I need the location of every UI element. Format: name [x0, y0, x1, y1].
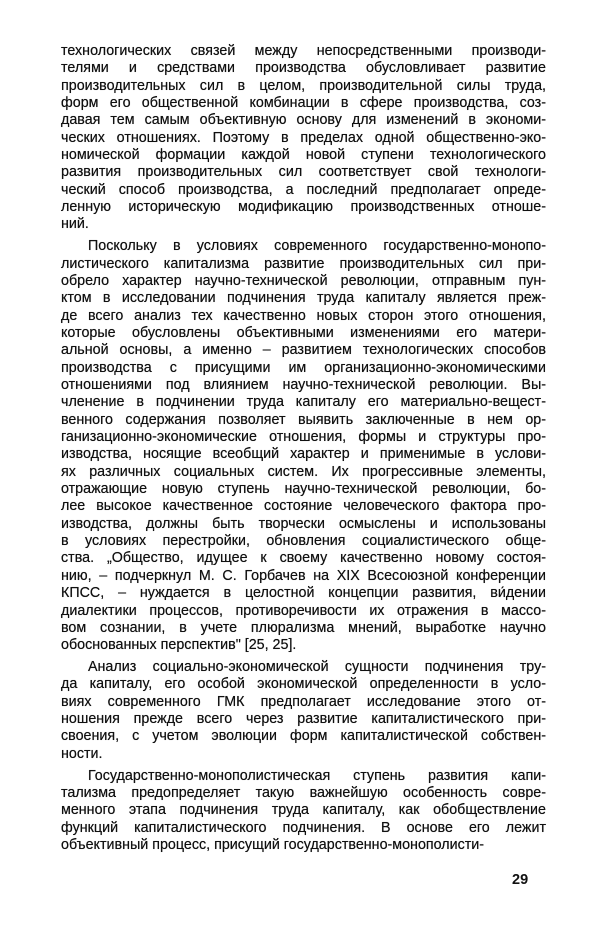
text-line: производства с присущими им организационно-экономическими — [61, 359, 546, 376]
text-line: телями и средствами производства обусловливает развитие — [61, 60, 546, 77]
text-line: изводства, носящие всеобщий характер и применимые в услови- — [61, 446, 546, 463]
text-line: ленную историческую модификацию производственных отноше- — [61, 199, 546, 216]
text-line: которые обусловлены объективными изменениями его матери- — [61, 325, 546, 341]
text-line: ческий способ производства, а последний предполагает опреде- — [61, 181, 546, 198]
text-line: виях современного ГМК предполагает исследование этого от- — [61, 693, 546, 710]
text-line: Поскольку в условиях современного государственно-монопо- — [88, 238, 546, 255]
paragraph — [61, 768, 546, 855]
text-line: развития производительных сил соответствует свой технологи- — [61, 164, 546, 181]
text-line: ктом в исследовании подчинения труда капиталу является преж- — [61, 290, 546, 307]
text-line: форм его общественной комбинации в сфере производства, соз- — [61, 95, 546, 112]
text-line: листического капитализма развитие производительных сил при- — [61, 255, 546, 272]
text-line: отражающие новую ступень научно-технической революции, бо- — [61, 481, 546, 498]
text-line: тализма предопределяет такую важнейшую особенность совре- — [61, 784, 546, 801]
text-line: своения, с учетом эволюции форм капиталистической собствен- — [61, 728, 546, 745]
text-line: ганизационно-экономические отношения, формы и структуры про- — [61, 429, 546, 446]
paragraph — [61, 238, 546, 654]
text-line: технологических связей между непосредственными производи- — [61, 43, 546, 59]
text-line: Государственно-монополистическая ступень развития капи- — [88, 767, 546, 784]
text-line: обоснованных перспектив" [25, 25]. — [61, 637, 297, 654]
text-line: давая тем самым объективную основу для изменений в экономи- — [61, 112, 546, 129]
text-line: Анализ социально-экономической сущности подчинения тру- — [88, 659, 546, 676]
book-page-text — [61, 43, 546, 859]
text-line: лее высокое качественное состояние человеческого фактора про- — [61, 498, 546, 515]
text-line: изводства, должны быть творчески осмыслены и использованы — [61, 515, 546, 532]
text-line: ний. — [61, 216, 89, 233]
text-line: функций капиталистического подчинения. В основе его лежит — [61, 819, 546, 836]
page-number: 29 — [512, 872, 529, 888]
text-line: де всего анализ тех качественно новых сторон этого отношения, — [61, 307, 546, 324]
text-line: членение в подчинении труда капиталу его материально-вещест- — [61, 394, 546, 411]
text-line: нию, – подчеркнул М. С. Горбачев на XIX Всесоюзной конференции — [61, 567, 546, 584]
text-line: ства. „Общество, идущее к своему качественно новому состоя- — [61, 550, 546, 567]
text-line: венного содержания позволяет выявить заключенные в нем ор- — [61, 411, 546, 428]
paragraph — [61, 659, 546, 763]
text-line: ности. — [61, 745, 103, 762]
text-line: обрело характер научно-технической революции, отправным пун- — [61, 272, 546, 289]
text-line: ческих отношениях. Поэтому в пределах одной общественно-эко- — [61, 129, 546, 146]
text-line: диалектики процессов, противоречивости их отражения в массо- — [61, 602, 546, 619]
text-line: вом сознании, в учете плюрализма мнений, выработке научно — [61, 619, 546, 636]
paragraph — [61, 43, 546, 234]
text-line: в условиях перестройки, обновления социалистического обще- — [61, 533, 546, 550]
text-line: ях различных социальных систем. Их прогрессивные элементы, — [61, 463, 546, 480]
text-line: КПСС, – нуждается в целостной концепции развития, ви́дении — [61, 585, 546, 602]
text-line: ношения прежде всего через развитие капиталистического при- — [61, 711, 546, 728]
text-line: объективный процесс, присущий государственно-монополисти- — [61, 836, 485, 853]
text-line: отношениями под влиянием научно-технической революции. Вы- — [61, 377, 546, 394]
text-line: менного этапа подчинения труда капиталу, как обобществление — [61, 802, 546, 819]
text-line: альной основы, а именно – развитием технологических способов — [61, 342, 546, 359]
text-line: производительных сил в целом, производительной силы труда, — [61, 77, 546, 94]
text-line: номической формации каждой новой ступени технологического — [61, 147, 546, 164]
text-line: да капиталу, его особой экономической определенности в усло- — [61, 676, 546, 693]
